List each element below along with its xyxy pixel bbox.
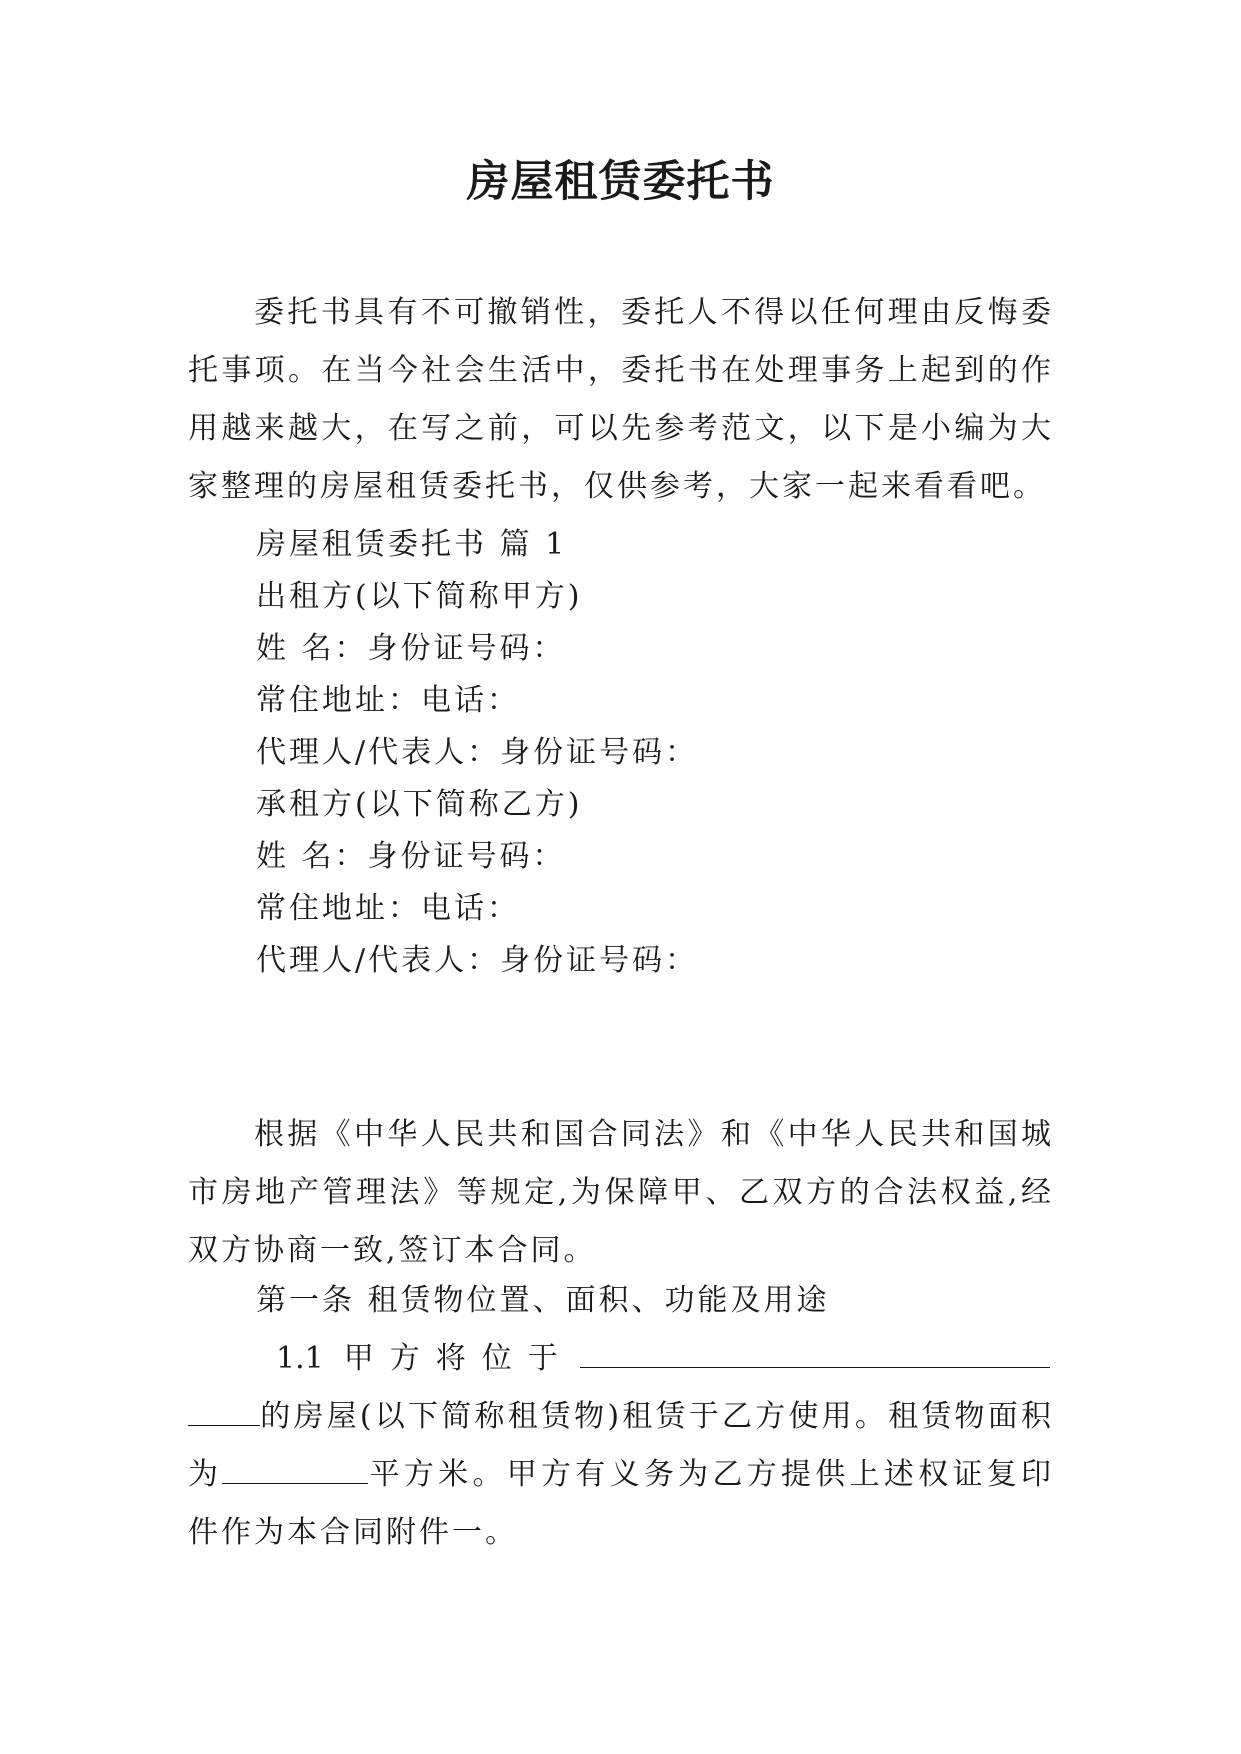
lessor-name-line: 姓 名：身份证号码： — [256, 631, 566, 666]
section-heading: 房屋租赁委托书 篇 1 — [256, 527, 568, 562]
location-blank-continued — [188, 1389, 260, 1426]
article-one-heading: 第一条 租赁物位置、面积、功能及用途 — [256, 1283, 830, 1318]
area-blank — [222, 1447, 368, 1484]
clause-1-1-body — [188, 1388, 1054, 1562]
lessor-address-line: 常住地址：电话： — [256, 683, 520, 718]
clause-number: 1.1 — [276, 1341, 324, 1376]
clause-part-a: 的房屋(以下简称租赁物)租赁于乙方使用。租赁物面积为 — [188, 1399, 1054, 1492]
location-blank — [580, 1331, 1050, 1368]
clause-1-1-first-line — [276, 1330, 1050, 1388]
lessor-heading: 出租方(以下简称甲方) — [256, 579, 583, 614]
document-title: 房屋租赁委托书 — [466, 157, 775, 207]
basis-paragraph: 根据《中华人民共和国合同法》和《中华人民共和国城市房地产管理法》等规定,为保障甲、乙双方的合法权益,经双方协商一致,签订本合同。 — [188, 1117, 1054, 1268]
lessee-heading: 承租方(以下简称乙方) — [256, 787, 583, 822]
lessee-name-line: 姓 名：身份证号码： — [256, 839, 566, 874]
lessee-address-line: 常住地址：电话： — [256, 891, 520, 926]
lessee-agent-line: 代理人/代表人：身份证号码： — [256, 943, 699, 978]
clause-lead: 甲方将位于 — [343, 1341, 574, 1376]
lessor-agent-line: 代理人/代表人：身份证号码： — [256, 735, 699, 770]
clause-part-b: 平方米。甲方有义务为乙方提供上述权证复印件作为本合同附件一。 — [188, 1457, 1055, 1550]
intro-paragraph: 委托书具有不可撤销性，委托人不得以任何理由反悔委托事项。在当今社会生活中，委托书在处理事务上起到的作用越来越大，在写之前，可以先参考范文，以下是小编为大家整理的房屋租赁委托书，仅供参考，大家一起来看看吧。 — [188, 295, 1054, 504]
